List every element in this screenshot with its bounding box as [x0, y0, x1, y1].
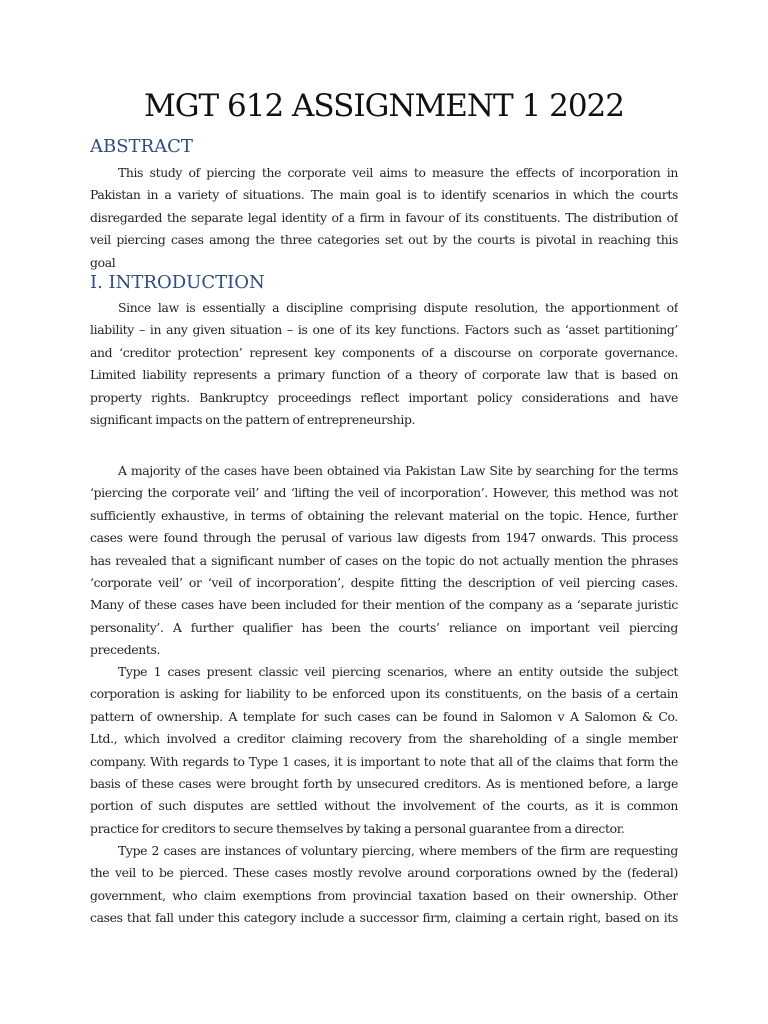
introduction-heading: I. INTRODUCTION [90, 272, 265, 293]
paragraph-line: ‘piercing the corporate veil’ and ‘lifting the veil of incorporation’. However, this method was not [90, 485, 678, 501]
paragraph-line: portion of such disputes are settled without the involvement of the courts, as it is common [90, 798, 678, 814]
introduction-paragraph-4 [90, 840, 678, 930]
paragraph-line: Since law is essentially a discipline comprising dispute resolution, the apportionment of [118, 300, 678, 315]
paragraph-line: Type 2 cases are instances of voluntary piercing, where members of the firm are requesting [118, 843, 678, 858]
paragraph-line: precedents. [90, 642, 161, 658]
paragraph-line: ‘corporate veil’ or ‘veil of incorporation’, despite fitting the description of veil piercing cases. [90, 574, 678, 590]
paragraph-line: personality’. A further qualifier has been the courts’ reliance on important veil piercing [90, 619, 678, 635]
paragraph-line: has revealed that a significant number of cases on the topic do not actually mention the phrases [90, 552, 678, 568]
paragraph-line: Limited liability represents a primary function of a theory of corporate law that is based on [90, 367, 678, 383]
paragraph-line: corporation is asking for liability to be enforced upon its constituents, on the basis of a certain [90, 686, 678, 702]
paragraph-line: sufficiently exhaustive, in terms of obtaining the relevant material on the topic. Hence, further [90, 507, 678, 523]
paragraph-line: This study of piercing the corporate veil aims to measure the effects of incorporation in [118, 165, 678, 180]
paragraph-line: basis of these cases were brought forth by unsecured creditors. As is mentioned before, a large [90, 775, 678, 791]
paragraph-line: cases that fall under this category include a successor firm, claiming a certain right, based on its [90, 910, 678, 926]
paragraph-line: cases were found through the perusal of various law digests from 1947 onwards. This process [90, 530, 678, 546]
paragraph-line: practice for creditors to secure themselves by taking a personal guarantee from a director. [90, 820, 625, 836]
paragraph-line: Type 1 cases present classic veil piercing scenarios, where an entity outside the subject [118, 664, 678, 679]
document-title: MGT 612 ASSIGNMENT 1 2022 [143, 88, 624, 124]
abstract-heading: ABSTRACT [90, 136, 193, 157]
paragraph-line: company. With regards to Type 1 cases, it is important to note that all of the claims that form the [90, 753, 678, 769]
paragraph-line: property rights. Bankruptcy proceedings reflect important policy considerations and have [90, 389, 678, 405]
introduction-paragraph-2 [90, 460, 678, 662]
paragraph-line: veil piercing cases among the three categories set out by the courts is pivotal in reaching this [90, 232, 678, 248]
paragraph-line: liability – in any given situation – is one of its key functions. Factors such as ‘asset partitioning’ [90, 322, 678, 338]
paragraph-line: pattern of ownership. A template for such cases can be found in Salomon v A Salomon & Co. [90, 708, 678, 724]
paragraph-line: Pakistan in a variety of situations. The main goal is to identify scenarios in which the courts [90, 187, 678, 203]
abstract-paragraph [90, 162, 678, 274]
paragraph-line: goal [90, 254, 116, 270]
paragraph-line: and ‘creditor protection’ represent key components of a discourse on corporate governance. [90, 344, 678, 360]
paragraph-line: Ltd., which involved a creditor claiming recovery from the shareholding of a single member [90, 731, 678, 747]
introduction-paragraph-3 [90, 661, 678, 840]
paragraph-line: disregarded the separate legal identity of a firm in favour of its constituents. The distribution of [90, 209, 678, 225]
paragraph-line: significant impacts on the pattern of entrepreneurship. [90, 411, 416, 427]
paragraph-line: the veil to be pierced. These cases mostly revolve around corporations owned by the (federal) [90, 865, 678, 881]
paragraph-line: Many of these cases have been included for their mention of the company as a ‘separate juristic [90, 597, 678, 613]
introduction-paragraph-1 [90, 297, 678, 431]
paragraph-line: government, who claim exemptions from provincial taxation based on their ownership. Other [90, 887, 678, 903]
paragraph-line: A majority of the cases have been obtained via Pakistan Law Site by searching for the terms [118, 463, 678, 478]
